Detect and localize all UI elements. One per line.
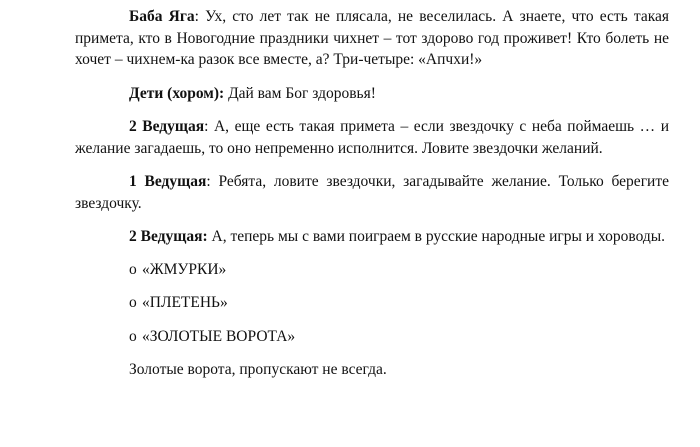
speaker-name: 1 Ведущая [129, 173, 207, 190]
dialogue-text: Дай вам Бог здоровья! [224, 84, 376, 102]
game-title: «ЖМУРКИ» [142, 260, 227, 278]
game-title: «ПЛЕТЕНЬ» [142, 294, 228, 311]
dialogue-text: А, еще есть такая примета – если звездочку с неба поймаешь … и желание загадаешь, то оно непременно исполнится. Ловите звездочки желаний. [75, 118, 670, 157]
dialogue-paragraph-host-2-games [75, 226, 669, 248]
closing-line: Золотые ворота, пропускают не всегда. [129, 361, 387, 378]
bullet-marker: o [129, 260, 137, 278]
speaker-separator: : [206, 173, 211, 190]
dialogue-text: Ух, сто лет так не плясала, не веселилась. А знаете, что есть такая примета, кто в Новогодние праздники чихнет – тот здорово год проживет! Кто болеть не хочет – чихнем-ка разок все вместе, а? Три-четыре: «Апчхи!» [75, 8, 670, 68]
dialogue-paragraph-children [75, 83, 669, 105]
game-list-item [129, 259, 669, 281]
dialogue-paragraph-baba-yaga [75, 6, 669, 71]
speaker-separator: : [194, 8, 199, 25]
speaker-name: Дети (хором): [129, 84, 225, 102]
speaker-name: 2 Ведущая [129, 118, 205, 135]
speaker-separator: : [204, 118, 209, 135]
bullet-marker: o [129, 327, 137, 345]
document-page [75, 6, 669, 381]
game-list-item [129, 326, 669, 348]
speaker-name: 2 Ведущая: [129, 228, 208, 245]
game-list-item [129, 292, 669, 314]
game-title: «ЗОЛОТЫЕ ВОРОТА» [142, 327, 296, 345]
dialogue-paragraph-host-1 [75, 171, 669, 214]
dialogue-text: Ребята, ловите звездочки, загадывайте желание. Только берегите звездочку. [75, 173, 669, 212]
bullet-marker: o [129, 294, 137, 311]
dialogue-text: А, теперь мы с вами поиграем в русские народные игры и хороводы. [207, 228, 666, 245]
speaker-name: Баба Яга [129, 8, 195, 25]
dialogue-paragraph-host-2 [75, 116, 669, 159]
